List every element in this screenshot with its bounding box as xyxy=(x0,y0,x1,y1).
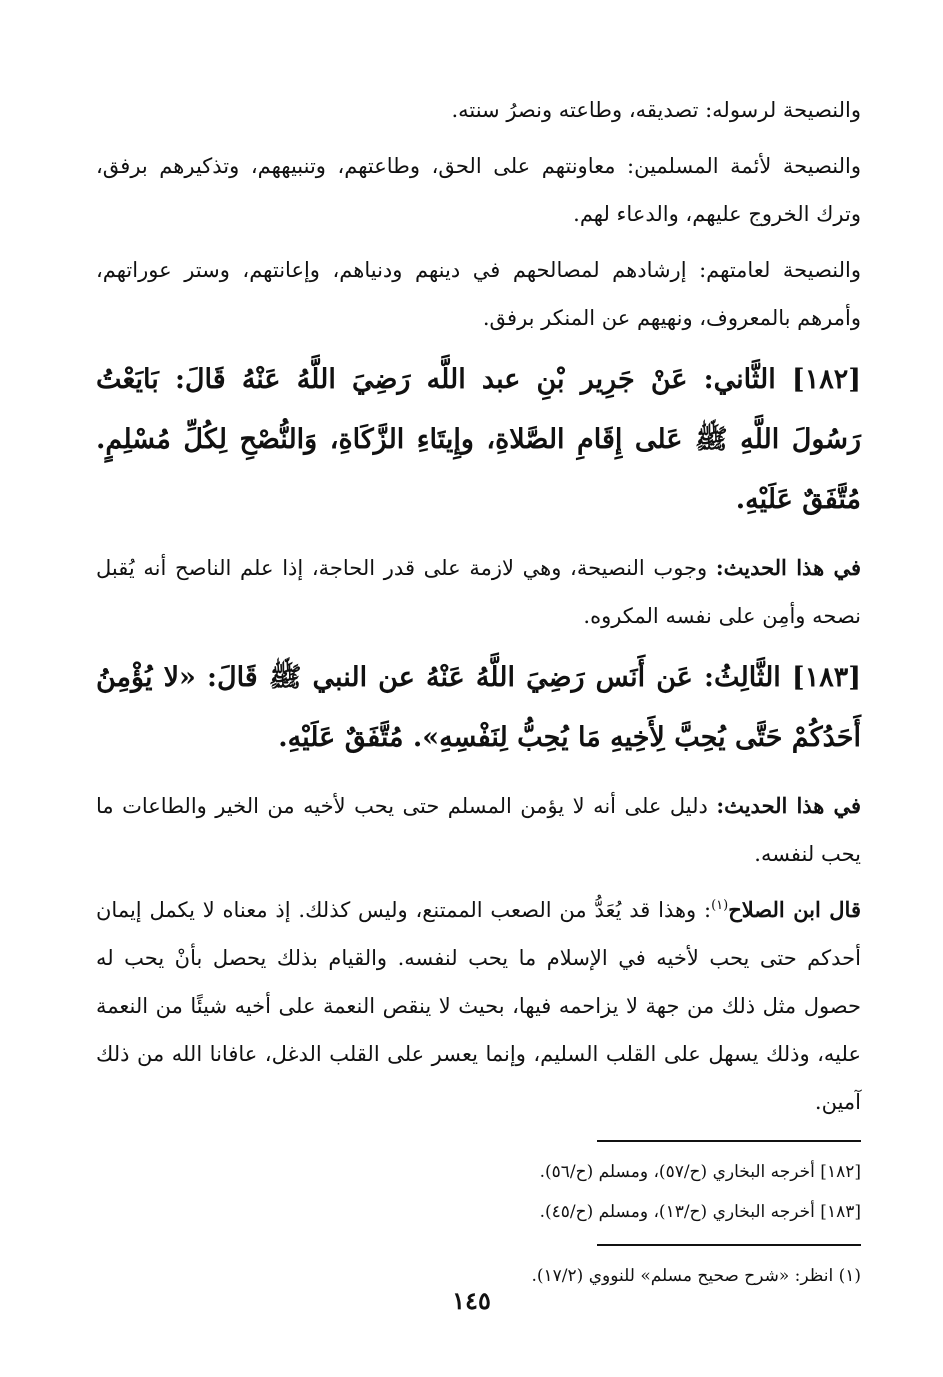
ibn-salah-commentary xyxy=(96,886,861,1126)
lesson-182 xyxy=(96,544,861,640)
commentary-lead: قال ابن الصلاح xyxy=(728,897,861,922)
paragraph-leaders: والنصيحة لأئمة المسلمين: معاونتهم على الحق، وطاعتهم، وتنبيههم، وتذكيرهم برفق، وترك الخروج عليهم، والدعاء لهم. xyxy=(96,154,861,226)
hadith-182 xyxy=(96,350,861,530)
note-divider xyxy=(597,1244,861,1246)
hadith-text: الثَّالِثُ: عَن أَنَس رَضِيَ اللَّهُ عَنْهُ عن النبي ﷺ قَالَ: «لا يُؤْمِنُ أَحَدُكُمْ حَتَّى يُحِبَّ لِأَخِيهِ مَا يُحِبُّ لِنَفْسِهِ». مُتَّفَقٌ عَلَيْهِ. xyxy=(96,662,861,753)
hadith-183 xyxy=(96,648,861,768)
lesson-183 xyxy=(96,782,861,878)
footnote-divider xyxy=(597,1140,861,1142)
commentary-text: : وهذا قد يُعَدُّ من الصعب الممتنع، وليس كذلك. إذ معناه لا يكمل إيمان أحدكم حتى يحب لأخيه في الإسلام ما يحب لنفسه. والقيام بذلك يحصل بأنْ يحب له حصول مثل ذلك من جهة لا يزاحمه فيها، بحيث لا ينقص النعمة على أخيه شيئًا من النعمة عليه، وذلك يسهل على القلب السليم، وإنما يعسر على القلب الدغل، عافانا الله من ذلك آمين. xyxy=(96,898,861,1114)
lesson-lead: في هذا الحديث: xyxy=(715,555,861,580)
paragraph-messenger: والنصيحة لرسوله: تصديقه، وطاعته ونصرُ سنته. xyxy=(451,98,861,122)
lesson-text: وجوب النصيحة، وهي لازمة على قدر الحاجة، إذا علم الناصح أنه يُقبل نصحه وأمِن على نفسه المكروه. xyxy=(96,556,861,628)
lesson-text: دليل على أنه لا يؤمن المسلم حتى يحب لأخيه من الخير والطاعات ما يحب لنفسه. xyxy=(96,794,861,866)
hadith-number: [١٨٢] xyxy=(791,364,861,395)
footnote-183: [١٨٣] أخرجه البخاري (ح/١٣)، ومسلم (ح/٤٥). xyxy=(539,1202,861,1222)
footnote-182: [١٨٢] أخرجه البخاري (ح/٥٧)، ومسلم (ح/٥٦). xyxy=(539,1162,861,1182)
hadith-text: الثَّاني: عَنْ جَرِير بْنِ عبد اللَّه رَضِيَ اللَّهُ عَنْهُ قَالَ: بَايَعْتُ رَسُولَ اللَّهِ ﷺ عَلى إِقَامِ الصَّلاةِ، وإِيتَاءِ الزَّكَاةِ، وَالنُّصْحِ لِكُلِّ مُسْلِمٍ. مُتَّفَقٌ عَلَيْهِ. xyxy=(96,364,861,515)
hadith-number: [١٨٣] xyxy=(791,662,861,693)
lesson-lead: في هذا الحديث: xyxy=(716,793,861,818)
footnote-note-1: (١) انظر: «شرح صحيح مسلم» للنووي (١٧/٢). xyxy=(531,1266,861,1286)
footnote-marker: (١) xyxy=(711,898,729,913)
paragraph-common-people: والنصيحة لعامتهم: إرشادهم لمصالحهم في دينهم ودنياهم، وإعانتهم، وستر عوراتهم، وأمرهم بالمعروف، ونهيهم عن المنكر برفق. xyxy=(96,258,861,330)
page-number: ١٤٥ xyxy=(452,1286,491,1315)
